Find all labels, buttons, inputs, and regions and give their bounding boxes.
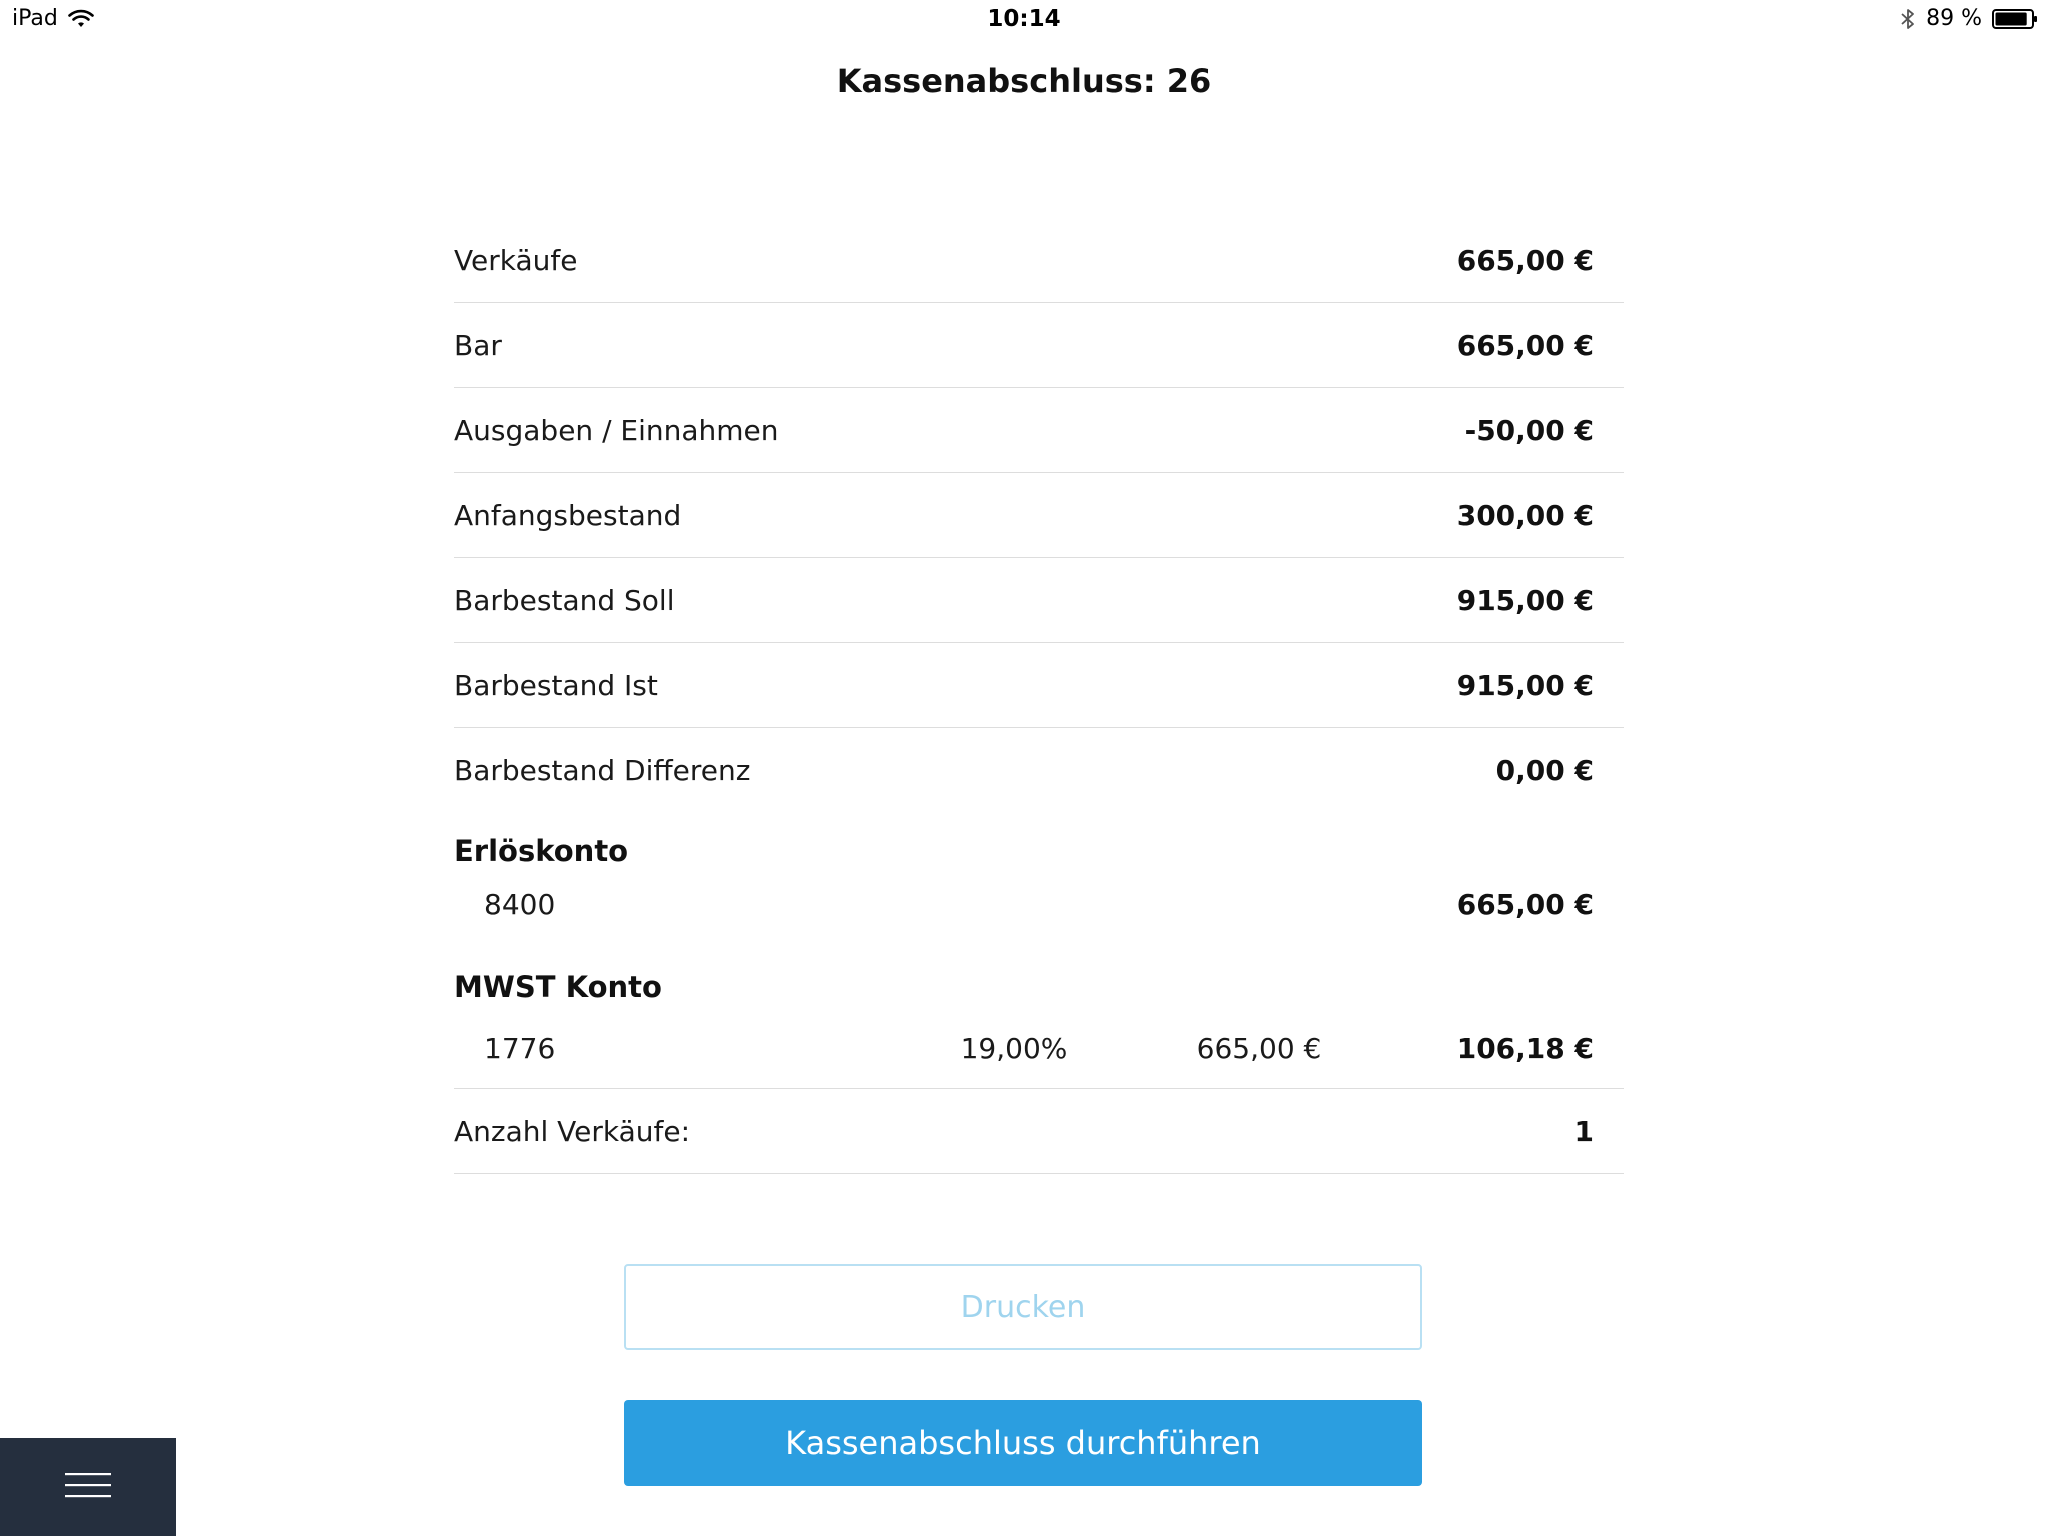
row-label: Barbestand Differenz bbox=[454, 753, 751, 787]
row-label: Anzahl Verkäufe: bbox=[454, 1114, 691, 1148]
vat-account-heading: MWST Konto bbox=[454, 970, 662, 1004]
status-bar bbox=[0, 0, 2048, 40]
summary-row-cash-target bbox=[454, 558, 1624, 643]
row-label: Barbestand Ist bbox=[454, 668, 658, 702]
device-name: iPad bbox=[12, 6, 58, 31]
row-label: Barbestand Soll bbox=[454, 583, 675, 617]
summary-row-cash bbox=[454, 303, 1624, 388]
row-value: 300,00 € bbox=[1456, 498, 1594, 532]
print-button[interactable]: Drucken bbox=[624, 1264, 1422, 1350]
vat-account-row bbox=[454, 1008, 1624, 1089]
summary-row-sales bbox=[454, 218, 1624, 303]
row-label: Bar bbox=[454, 328, 502, 362]
row-value: 915,00 € bbox=[1456, 583, 1594, 617]
vat-amount: 106,18 € bbox=[1456, 1031, 1594, 1065]
revenue-account-heading: Erlöskonto bbox=[454, 834, 629, 868]
vat-account-number: 1776 bbox=[484, 1031, 556, 1065]
revenue-account-value: 665,00 € bbox=[1456, 887, 1594, 921]
revenue-account-row bbox=[454, 872, 1624, 936]
page-title: Kassenabschluss: 26 bbox=[836, 62, 1212, 100]
summary-row-cash-difference bbox=[454, 728, 1624, 812]
battery-percent: 89 % bbox=[1926, 6, 1982, 31]
row-value: 665,00 € bbox=[1456, 328, 1594, 362]
row-value: 915,00 € bbox=[1456, 668, 1594, 702]
bluetooth-icon bbox=[1900, 7, 1916, 31]
row-value: 1 bbox=[1574, 1114, 1594, 1148]
summary-row-opening-balance bbox=[454, 473, 1624, 558]
status-bar-right bbox=[1900, 6, 2038, 31]
row-value: 665,00 € bbox=[1456, 243, 1594, 277]
close-register-button[interactable]: Kassenabschluss durchführen bbox=[624, 1400, 1422, 1486]
revenue-account-number: 8400 bbox=[484, 887, 556, 921]
hamburger-menu-icon bbox=[65, 1471, 111, 1503]
vat-base-amount: 665,00 € bbox=[1196, 1031, 1322, 1065]
summary-row-expenses-income bbox=[454, 388, 1624, 473]
row-label: Ausgaben / Einnahmen bbox=[454, 413, 779, 447]
row-label: Verkäufe bbox=[454, 243, 578, 277]
summary-row-sales-count bbox=[454, 1089, 1624, 1174]
row-value: 0,00 € bbox=[1495, 753, 1594, 787]
status-time: 10:14 bbox=[987, 6, 1061, 32]
summary-row-cash-actual bbox=[454, 643, 1624, 728]
battery-icon bbox=[1992, 8, 2038, 30]
vat-rate: 19,00% bbox=[960, 1031, 1068, 1065]
row-label: Anfangsbestand bbox=[454, 498, 682, 532]
menu-button[interactable] bbox=[0, 1438, 176, 1536]
row-value: -50,00 € bbox=[1464, 413, 1594, 447]
closing-summary bbox=[454, 218, 1624, 1174]
